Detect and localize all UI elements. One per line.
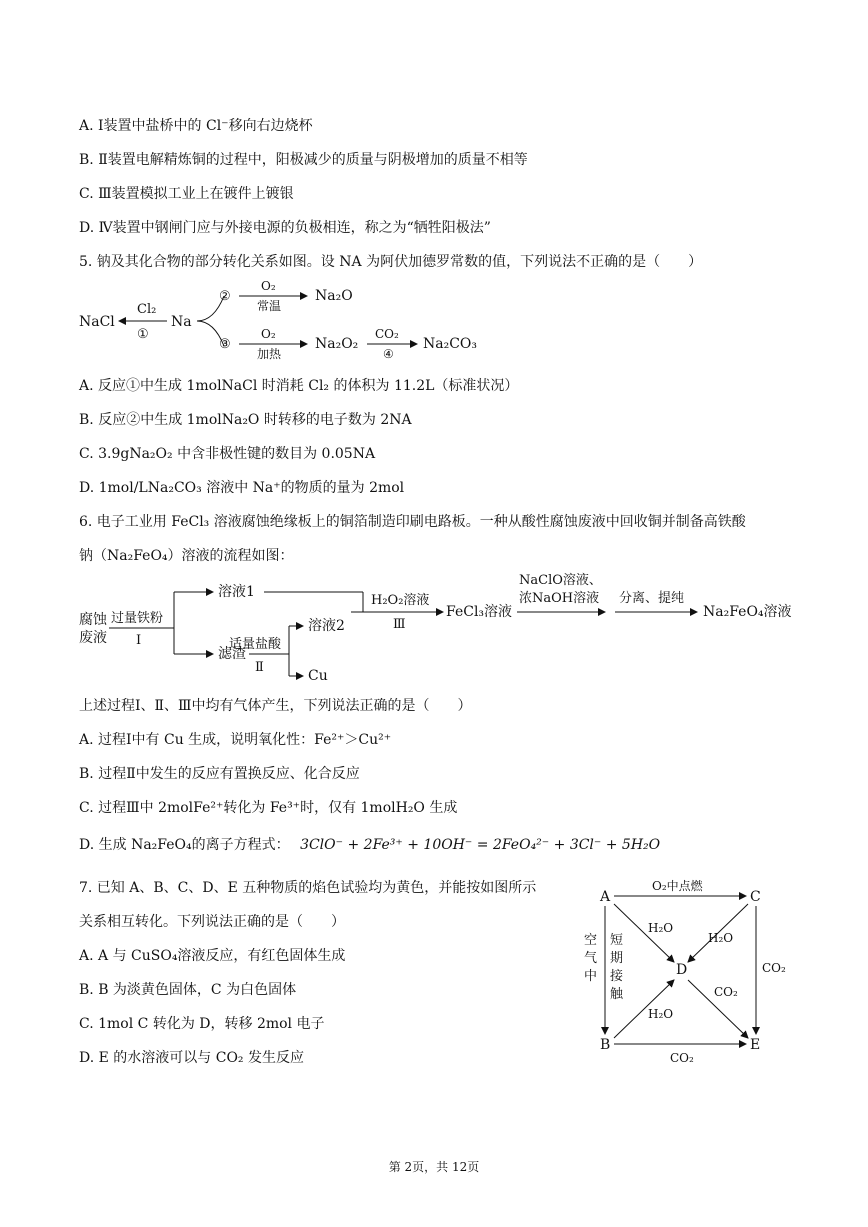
- q5-option-c: C. 3.9gNa₂O₂ 中含非极性键的数目为 0.05NA: [79, 446, 376, 462]
- step3-label: Ⅲ: [393, 617, 406, 632]
- q6-option-d: [79, 834, 660, 854]
- h2o-ad-label: H₂O: [648, 921, 674, 935]
- air-label-1: 空: [584, 933, 598, 948]
- na-label: Na: [171, 314, 192, 330]
- solution2-label: 溶液2: [308, 618, 345, 634]
- page-footer: 第 2页，共 12页: [388, 1160, 480, 1174]
- naclo-label: NaClO溶液、: [519, 573, 602, 588]
- iron-powder-label: 过量铁粉: [111, 611, 164, 626]
- residue-label: 滤渣: [218, 646, 246, 662]
- nacl-label: NaCl: [79, 314, 115, 330]
- cond-normal-temp: 常温: [257, 299, 282, 313]
- product-label: Na₂FeO₄溶液: [703, 604, 792, 620]
- q4-option-c: C. Ⅲ装置模拟工业上在镀件上镀银: [79, 186, 294, 202]
- q7-option-a: A. A 与 CuSO₄溶液反应，有红色固体生成: [79, 948, 346, 964]
- step1-label: Ⅰ: [136, 633, 142, 648]
- short-label-1: 短: [610, 933, 624, 948]
- q6-option-d-equation: 3ClO⁻ + 2Fe³⁺ + 10OH⁻ = 2FeO₄²⁻ + 3Cl⁻ + 5H₂O: [300, 837, 661, 853]
- cu-label: Cu: [308, 668, 328, 684]
- co2-be-label: CO₂: [670, 1051, 694, 1065]
- co2-ce-label: CO₂: [762, 961, 786, 975]
- q6-option-d-text: D. 生成 Na₂FeO₄的离子方程式：: [79, 837, 290, 853]
- separation-label: 分离、提纯: [619, 591, 685, 606]
- q6-option-b: B. 过程Ⅱ中发生的反应有置换反应、化合反应: [79, 766, 360, 782]
- q6-option-c: C. 过程Ⅲ中 2molFe²⁺转化为 Fe³⁺时，仅有 1molH₂O 生成: [79, 800, 458, 816]
- fecl3-label: FeCl₃溶液: [446, 604, 513, 620]
- h2o-cd-label: H₂O: [708, 931, 734, 945]
- waste-label-1: 腐蚀: [79, 612, 107, 628]
- short-label-3: 接: [610, 969, 624, 984]
- h2o-bd-label: H₂O: [648, 1007, 674, 1021]
- node-c: C: [750, 889, 761, 905]
- step2-label: Ⅱ: [255, 660, 264, 675]
- na2o-label: Na₂O: [315, 288, 353, 304]
- circle-2-label: ②: [219, 289, 231, 304]
- node-a: A: [600, 889, 611, 905]
- solution1-label: 溶液1: [218, 584, 255, 600]
- q7-stem-line2: 关系相互转化。下列说法正确的是（ ）: [79, 914, 345, 930]
- circle-3-label: ③: [219, 337, 231, 352]
- waste-label-2: 废液: [79, 630, 107, 646]
- q6-option-a: A. 过程Ⅰ中有 Cu 生成，说明氧化性：Fe²⁺＞Cu²⁺: [79, 732, 392, 748]
- air-label-2: 气: [584, 951, 598, 966]
- q5-stem: 5. 钠及其化合物的部分转化关系如图。设 NA 为阿伏加德罗常数的值，下列说法不正确的是（ ）: [79, 254, 703, 270]
- co2-de-label: CO₂: [714, 985, 738, 999]
- q7-conversion-diagram: [584, 868, 800, 1072]
- air-label-3: 中: [584, 969, 598, 984]
- q4-option-d: D. Ⅳ装置中钢闸门应与外接电源的负极相连，称之为“牺牲阳极法”: [79, 220, 491, 236]
- node-d: D: [676, 962, 688, 978]
- q6-note: 上述过程Ⅰ、Ⅱ、Ⅲ中均有气体产生，下列说法正确的是（ ）: [79, 698, 472, 714]
- q7-option-c: C. 1mol C 转化为 D，转移 2mol 电子: [79, 1016, 325, 1032]
- q7-stem-line1: 7. 已知 A、B、C、D、E 五种物质的焰色试验均为黄色，并能按如图所示: [79, 880, 537, 896]
- q6-stem-line2: 钠（Na₂FeO₄）溶液的流程如图：: [79, 548, 294, 564]
- cond-heating: 加热: [257, 347, 282, 361]
- node-b: B: [600, 1037, 611, 1053]
- na2co3-label: Na₂CO₃: [423, 336, 478, 352]
- circle-4-label: ④: [383, 347, 394, 361]
- q5-option-d: D. 1mol/LNa₂CO₃ 溶液中 Na⁺的物质的量为 2mol: [79, 480, 405, 496]
- q7-option-d: D. E 的水溶液可以与 CO₂ 发生反应: [79, 1050, 304, 1066]
- o2-upper-label: O₂: [261, 279, 276, 293]
- short-label-4: 触: [610, 987, 624, 1002]
- naoh-label: 浓NaOH溶液: [519, 591, 600, 606]
- q4-option-b: B. Ⅱ装置电解精炼铜的过程中，阳极减少的质量与阴极增加的质量不相等: [79, 152, 528, 168]
- q6-stem-line1: 6. 电子工业用 FeCl₃ 溶液腐蚀绝缘板上的铜箔制造印刷电路板。一种从酸性腐蚀废液中回收铜并制备高铁酸: [79, 514, 746, 530]
- hcl-label: 适量盐酸: [229, 637, 282, 652]
- circle-1-label: ①: [137, 327, 149, 342]
- q6-flow-diagram: [79, 568, 799, 690]
- q5-sodium-diagram: [79, 276, 519, 364]
- cl2-label: Cl₂: [137, 302, 157, 317]
- q5-option-a: A. 反应①中生成 1molNaCl 时消耗 Cl₂ 的体积为 11.2L（标准状况）: [79, 378, 519, 394]
- q5-option-b: B. 反应②中生成 1molNa₂O 时转移的电子数为 2NA: [79, 412, 412, 428]
- h2o2-label: H₂O₂溶液: [371, 593, 430, 608]
- na2o2-label: Na₂O₂: [315, 336, 359, 352]
- short-label-2: 期: [610, 951, 624, 966]
- q4-option-a: A. Ⅰ装置中盐桥中的 Cl⁻移向右边烧杯: [79, 118, 313, 134]
- o2-burn-label: O₂中点燃: [652, 879, 703, 893]
- node-e: E: [750, 1037, 761, 1053]
- q7-option-b: B. B 为淡黄色固体，C 为白色固体: [79, 982, 297, 998]
- o2-lower-label: O₂: [261, 327, 276, 341]
- co2-label: CO₂: [375, 327, 399, 341]
